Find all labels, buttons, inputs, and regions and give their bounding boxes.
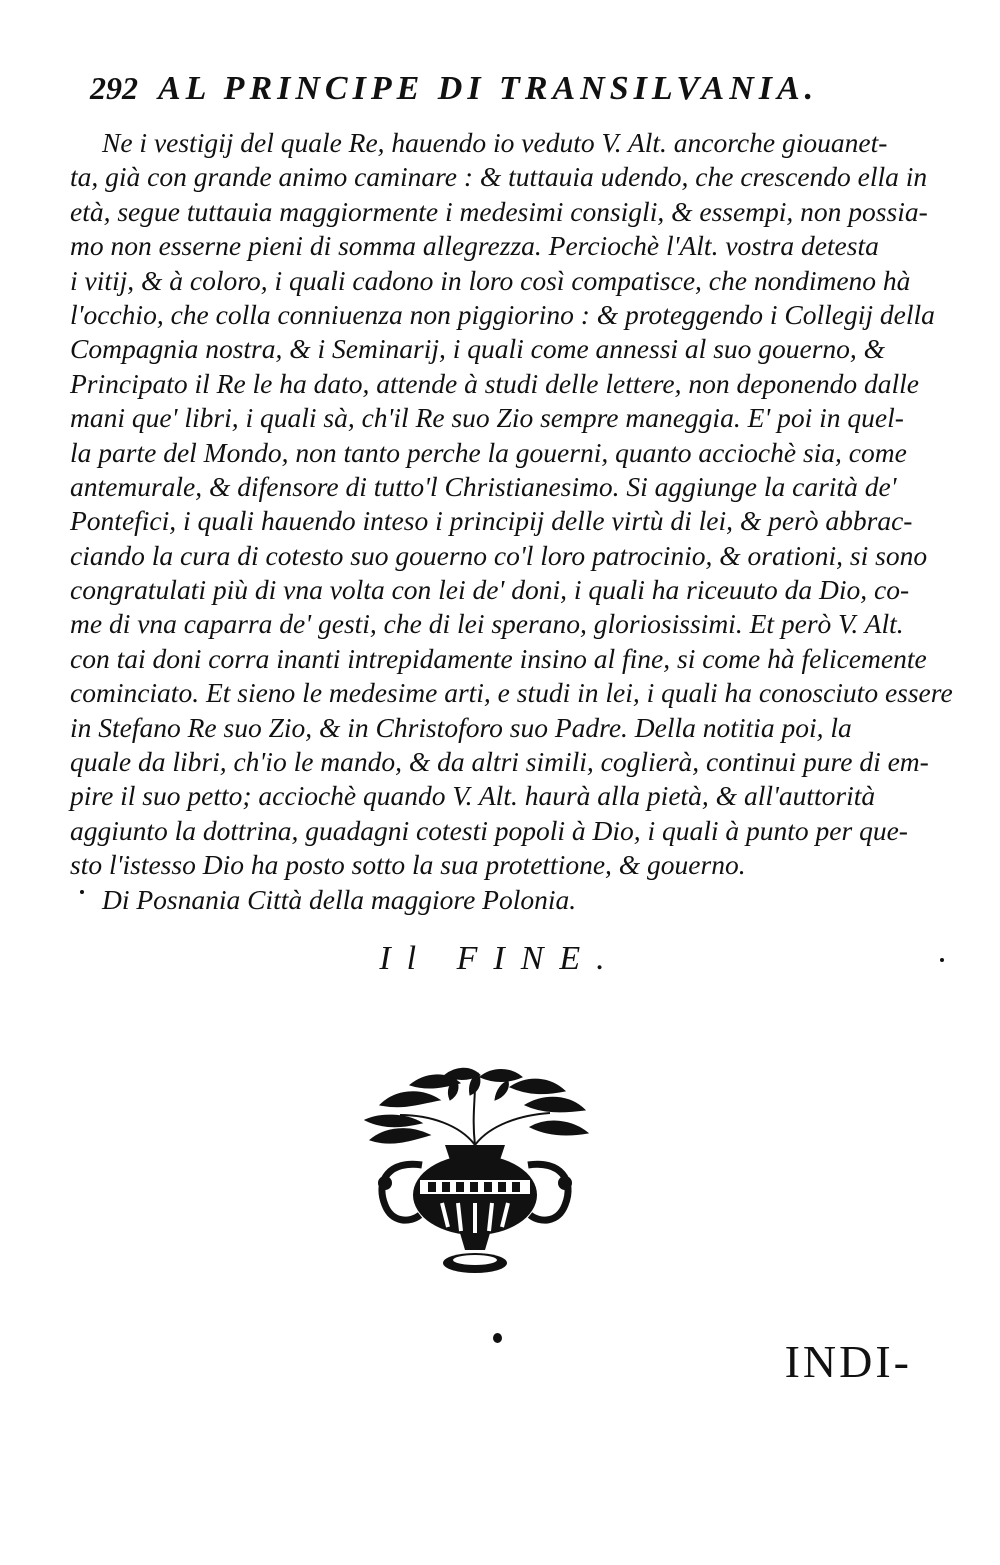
text-line: me di vna caparra de' gesti, che di lei sperano, gloriosissimi. Et però V. Alt.: [70, 608, 904, 640]
text-line: mani que' libri, i quali sà, ch'il Re suo Zio sempre maneggia. E' poi in quel-: [70, 402, 904, 434]
text-line: in Stefano Re suo Zio, & in Christoforo suo Padre. Della notitia poi, la: [70, 711, 852, 743]
text-line: Compagnia nostra, & i Seminarij, i quali come annessi al suo gouerno, &: [70, 333, 886, 365]
text-line: ciando la cura di cotesto suo gouerno co'l loro patrocinio, & orationi, si sono: [70, 539, 928, 571]
finis-heading: Il FINE.: [379, 940, 621, 977]
text-line: ta, già con grande animo caminare : & tuttauia udendo, che crescendo ella in: [70, 161, 928, 193]
body-text: [70, 126, 960, 917]
text-line: Principato il Re le ha dato, attende à studi delle lettere, non deponendo dalle: [70, 367, 920, 399]
text-line: l'occhio, che colla conniuenza non piggiorino : & proteggendo i Collegij della: [70, 298, 935, 330]
catchword: INDI-: [784, 1336, 912, 1387]
text-line: mo non esserne pieni di somma allegrezza. Perciochè l'Alt. vostra detesta: [70, 230, 879, 262]
text-line: cominciato. Et sieno le medesime arti, e studi in lei, i quali ha conosciuto essere: [70, 677, 953, 709]
text-line: quale da libri, ch'io le mando, & da altri simili, coglierà, continui pure di em-: [70, 746, 929, 778]
text-line: pire il suo petto; acciochè quando V. Alt. haurà alla pietà, & all'auttorità: [70, 780, 876, 812]
text-line: la parte del Mondo, non tanto perche la gouerni, quanto acciochè sia, come: [70, 436, 907, 468]
text-line: congratulati più di vna volta con lei de' doni, i quali ha riceuuto da Dio, co-: [70, 574, 910, 606]
place-line: Di Posnania Città della maggiore Polonia.: [102, 883, 577, 915]
ink-speck: [493, 1333, 502, 1343]
text-line: antemurale, & difensore di tutto'l Christianesimo. Si aggiunge la carità de': [70, 470, 897, 502]
text-line: con tai doni corra inanti intrepidamente insino al fine, si come hà felicemente: [70, 642, 927, 674]
text-line: Ne i vestigij del quale Re, hauendo io veduto V. Alt. ancorche giouanet-: [102, 127, 888, 158]
text-line: i vitij, & à coloro, i quali cadono in loro così compatisce, che nondimeno hà: [70, 264, 911, 296]
running-head: AL PRINCIPE DI TRANSILVANIA.: [158, 70, 819, 107]
text-line: età, segue tuttauia maggiormente i medesimi consigli, & essempi, non possia-: [70, 195, 928, 227]
text-line: aggiunto la dottrina, guadagni cotesti popoli à Dio, i quali à punto per que-: [70, 814, 908, 846]
ink-speck: [80, 890, 84, 894]
text-line: Pontefici, i quali hauendo inteso i principij delle virtù di lei, & però abbrac-: [70, 505, 913, 537]
vase-ornament-icon: [350, 1065, 600, 1280]
ink-speck: [940, 958, 944, 962]
page-number: 292: [90, 70, 138, 106]
text-line: sto l'istesso Dio ha posto sotto la sua protettione, & gouerno.: [70, 849, 746, 881]
page-header: [90, 70, 890, 114]
